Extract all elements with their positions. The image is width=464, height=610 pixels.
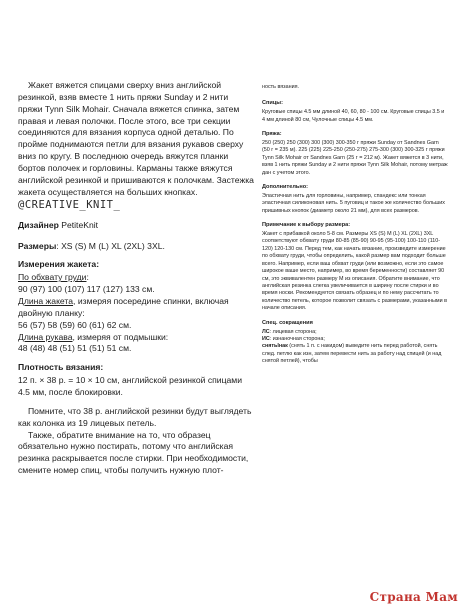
gauge-note-1: Помните, что 38 р. английской резинки будут выглядеть как колонка из 19 лицевых петель. — [18, 405, 252, 428]
yarn-section — [262, 131, 448, 177]
abbr-key: ЛС — [262, 328, 270, 335]
yarn-text: 250 (250) 250 (300) 300 (300) 300-350 г пряжи Sunday от Sandnes Garn (50 г = 235 м). 225 (225) 225-250 (250-275) 275-300 (300) 300-325 г пряжи Tynn Silk Mohair от Sandnes Garn (25 г = 212 м). Жакет вяжется в 3 нити, взяв 1 нить пряжи Sunday и 2 нити пряжи Tynn Silk Mohair, потому метраж дан с учетом этого. — [262, 139, 448, 176]
measurements-section: Измерения жакета: По обхвату груди: 90 (97) 100 (107) 117 (127) 133 см. Длина жакета, измеряя посередине спинки, включая двойную планку: 56 (57) 58 (59) 60 (61) 62 см. Длина рукава, измеряя от подмышки: 48 (48) 48 (51) 51 (51) 51 см. — [18, 259, 254, 355]
size-note-section — [262, 222, 448, 313]
abbr-text: (снять 1 п. с накидом) выведите нить перед работой, снять след. петлю как изн, затем перевести нить за работу над спицей (и над снятой петлей), чтобы — [262, 343, 442, 365]
continued-text: ность вязания. — [262, 84, 300, 90]
right-column — [262, 84, 448, 373]
extra-text: Эластичная нить для горловины, например, спандекс или тонкая эластичная силиконовая нить. 5 пуговиц и такое же количество больших пришивных кнопок (диаметр около 21 мм), для всех размеров. — [262, 192, 445, 214]
watermark-text: @CREATIVE_KNIT_ — [18, 198, 121, 211]
length-label: Длина жакета — [18, 295, 74, 306]
size-note-title: Примечание к выбору размера: — [262, 222, 351, 229]
needles-text: Круговые спицы 4.5 мм длиной 40, 60, 80 - 100 см. Круговые спицы 3.5 и 4 мм длиной 80 см, Чулочные спицы 4.5 мм. — [262, 109, 445, 123]
abbr-text: : изнаночная сторона; — [269, 336, 325, 343]
measurements-title: Измерения жакета: — [18, 259, 100, 270]
length-value: 56 (57) 58 (59) 60 (61) 62 см. — [18, 319, 132, 330]
sizes-value: : XS (S) M (L) XL (2XL) 3XL. — [56, 240, 165, 251]
designer-label: Дизайнер — [18, 220, 59, 231]
abbr-row-ls — [262, 329, 448, 336]
intro-paragraph: Жакет вяжется спицами сверху вниз английской резинкой, взяв вместе 1 нить пряжи Sunday и 2 нити пряжи Tynn Silk Mohair. Сначала вяжется спинка, затем правая и левая полочки. После этого, все три секции соединяются для вязания корпуса одной деталью. По пройме поднимаются петли для вязания рукавов сверху вниз по кругу. В последнюю очередь вяжутся планки бортов полочек и горловины. Карманы также вяжутся английской резинкой и пришиваются к полочкам. Застежка жакета осуществляется на больших кнопках. — [18, 80, 254, 197]
abbr-key: снятьIнак — [262, 343, 288, 350]
chest-label: По обхвату груди — [18, 272, 87, 283]
extra-title: Дополнительно: — [262, 184, 308, 191]
gauge-section — [18, 362, 254, 399]
gauge-text: 12 п. × 38 р. = 10 × 10 см, английской резинкой спицами 4.5 мм, после блокировки. — [18, 375, 243, 397]
site-logo: Страна Мам — [369, 590, 458, 604]
extra-section — [262, 184, 448, 215]
left-column — [18, 80, 254, 477]
sleeve-value: 48 (48) 48 (51) 51 (51) 51 см. — [18, 343, 132, 354]
yarn-title: Пряжа: — [262, 131, 282, 138]
sleeve-label: Длина рукава — [18, 331, 73, 342]
abbr-text: : лицевая сторона; — [269, 328, 317, 335]
chest-value: 90 (97) 100 (107) 117 (127) 133 см. — [18, 284, 155, 295]
abbr-key: ИС — [262, 336, 270, 343]
abbr-row-slip — [262, 343, 448, 365]
length-text: , измеряя посередине спинки, включая двойную планку: — [18, 295, 229, 318]
size-note-text: Жакет с прибавкой около 5-8 см. Размеры XS (S) M (L) XL (2XL) 3XL соответствуют обхвату груди 80-85 (85-90) 90-95 (95-100) 100-110 (110-120) 120-130 см. Перед тем, как начать вязание, произведите измерение по обхвату груди, чтобы определить, какой размер вам подходит больше всего. Например, если ваш обхват груди (или возможно, если это самое широкое ваше место, например, во время беременности) составляет 90 см, это эквивалентен размеру M из описания. Обратите внимание, что английская резинка слегка увеличивается в ширину после стирки и во время носки. Рекомендуется связать образец и по нему рассчитать то количество петель, которое позволит связать с размерами, указанными в начале описания. — [262, 230, 448, 312]
needles-section — [262, 100, 448, 124]
abbreviations-title: Спец. сокращения — [262, 319, 313, 326]
sizes-label: Размеры — [18, 240, 57, 251]
sleeve-text: , измеряя от подмышки: — [72, 331, 169, 342]
needles-title: Спицы: — [262, 100, 283, 107]
sizes-line — [18, 241, 254, 253]
gauge-title: Плотность вязания: — [18, 362, 104, 373]
designer-value: PetiteKnit — [61, 220, 99, 231]
designer-line — [18, 220, 254, 232]
abbreviations-section — [262, 320, 448, 366]
gauge-note-2: Также, обратите внимание на то, что образец обязательно нужно постирать, потому что английская резинка раскрывается после стирки. При необходимости, смените номер спиц, чтобы получить нужную плот- — [18, 429, 249, 476]
